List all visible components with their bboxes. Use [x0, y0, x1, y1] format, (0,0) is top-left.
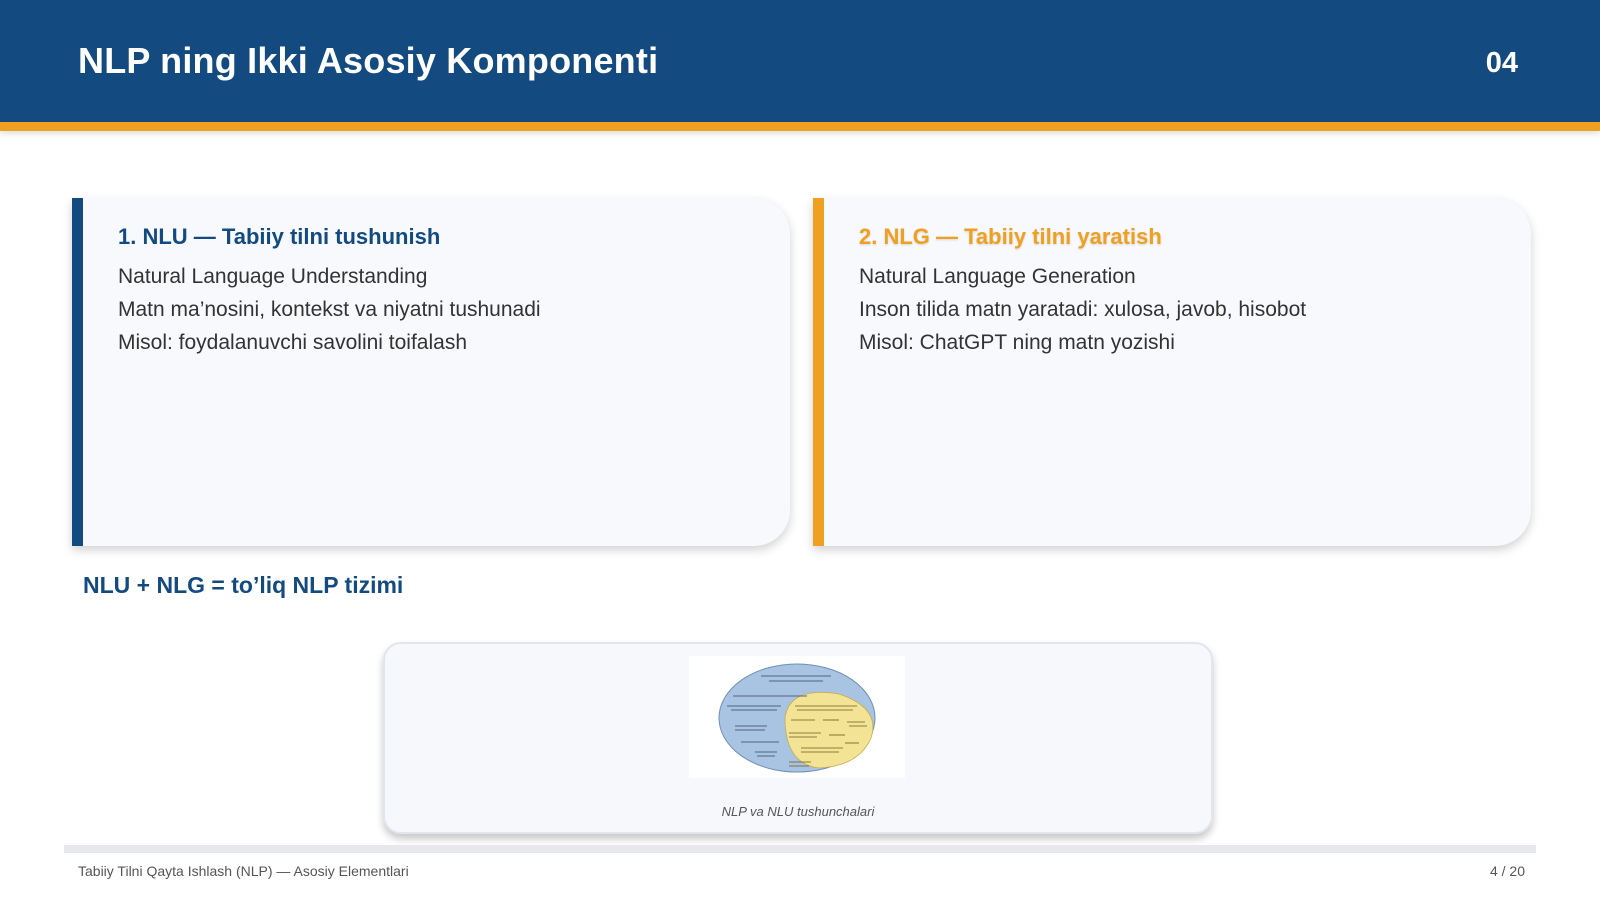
- nlu-card-body: [118, 260, 541, 359]
- venn-diagram-graphic: [689, 656, 905, 778]
- nlg-line: Inson tilida matn yaratadi: xulosa, javob, hisobot: [859, 298, 1307, 321]
- slide-title: NLP ning Ikki Asosiy Komponenti: [78, 40, 659, 81]
- nlg-card: [813, 198, 1531, 546]
- nlg-line: Misol: ChatGPT ning matn yozishi: [859, 331, 1175, 354]
- nlu-line: Matn ma’nosini, kontekst va niyatni tushunadi: [118, 298, 541, 321]
- footer-presentation-title: Tabiiy Tilni Qayta Ishlash (NLP) — Asosiy Elementlari: [78, 863, 409, 879]
- nlu-line: Natural Language Understanding: [118, 265, 428, 288]
- summary-text: NLU + NLG = to’liq NLP tizimi: [83, 572, 404, 598]
- figure-panel: [383, 642, 1213, 834]
- nlg-line: Natural Language Generation: [859, 265, 1136, 288]
- footer-divider: [64, 845, 1536, 853]
- nlu-card-heading: 1. NLU — Tabiiy tilni tushunish: [118, 224, 441, 249]
- nlp-nlu-diagram-image: [689, 656, 905, 778]
- footer-page-counter: 4 / 20: [1489, 863, 1525, 879]
- nlg-card-body: [859, 260, 1306, 359]
- nlu-line: Misol: foydalanuvchi savolini toifalash: [118, 331, 468, 354]
- nlg-card-heading: 2. NLG — Tabiiy tilni yaratish: [859, 224, 1162, 249]
- slide-number: 04: [1485, 47, 1518, 79]
- nlu-card: [72, 198, 790, 546]
- header-accent-stripe: [0, 122, 1600, 131]
- figure-caption: NLP va NLU tushunchalari: [721, 804, 875, 819]
- header-bar: [0, 0, 1600, 122]
